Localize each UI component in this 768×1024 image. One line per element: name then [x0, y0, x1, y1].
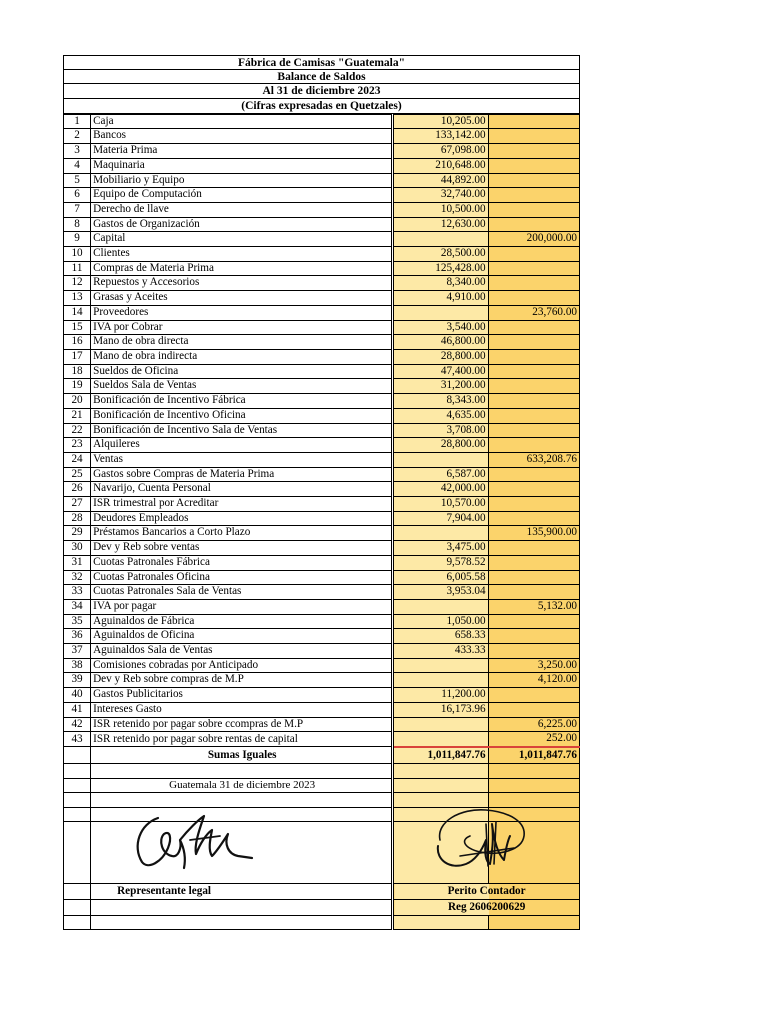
credit-amount: 6,225.00: [488, 717, 579, 732]
debit-amount: 28,800.00: [393, 350, 488, 365]
row-number: 13: [64, 291, 91, 306]
credit-amount: [488, 291, 579, 306]
account-row: [64, 644, 580, 659]
account-row: [64, 202, 580, 217]
account-row: [64, 188, 580, 203]
credit-amount: [488, 247, 579, 262]
account-row: [64, 511, 580, 526]
row-number: 12: [64, 276, 91, 291]
debit-amount: [393, 599, 488, 614]
debit-amount: 4,635.00: [393, 408, 488, 423]
account-row: [64, 570, 580, 585]
report-title: Balance de Saldos: [63, 70, 580, 85]
account-row: [64, 320, 580, 335]
balance-sheet: [63, 55, 580, 930]
credit-amount: [488, 408, 579, 423]
credit-amount: [488, 158, 579, 173]
row-number: 36: [64, 629, 91, 644]
account-name: Dev y Reb sobre compras de M.P: [91, 673, 393, 688]
account-row: [64, 350, 580, 365]
credit-amount: [488, 702, 579, 717]
row-number: 3: [64, 144, 91, 159]
credit-amount: [488, 497, 579, 512]
account-row: [64, 158, 580, 173]
credit-amount: [488, 144, 579, 159]
accountant-signature: [430, 800, 540, 875]
account-name: Proveedores: [91, 305, 393, 320]
debit-amount: 658.33: [393, 629, 488, 644]
credit-amount: [488, 423, 579, 438]
account-row: [64, 144, 580, 159]
credit-amount: [488, 482, 579, 497]
account-name: Gastos de Organización: [91, 217, 393, 232]
account-name: Bonificación de Incentivo Oficina: [91, 408, 393, 423]
blank-row: [64, 763, 580, 778]
account-name: Sueldos Sala de Ventas: [91, 379, 393, 394]
account-name: Derecho de llave: [91, 202, 393, 217]
totals-row: [64, 747, 580, 764]
row-number: 9: [64, 232, 91, 247]
debit-amount: 11,200.00: [393, 688, 488, 703]
row-number: 38: [64, 658, 91, 673]
credit-amount: [488, 614, 579, 629]
debit-amount: [393, 673, 488, 688]
company-title: Fábrica de Camisas "Guatemala": [63, 55, 580, 70]
account-name: Bonificación de Incentivo Fábrica: [91, 394, 393, 409]
totals-debit: 1,011,847.76: [393, 747, 488, 764]
debit-amount: 4,910.00: [393, 291, 488, 306]
debit-amount: 47,400.00: [393, 364, 488, 379]
debit-amount: 32,740.00: [393, 188, 488, 203]
row-number: 32: [64, 570, 91, 585]
credit-amount: [488, 644, 579, 659]
credit-amount: [488, 394, 579, 409]
account-name: Mano de obra directa: [91, 335, 393, 350]
row-number: 4: [64, 158, 91, 173]
row-number: 34: [64, 599, 91, 614]
credit-amount: [488, 467, 579, 482]
signature-title-row: [64, 884, 580, 900]
row-number: 10: [64, 247, 91, 262]
account-name: Gastos sobre Compras de Materia Prima: [91, 467, 393, 482]
debit-amount: 8,340.00: [393, 276, 488, 291]
account-name: Maquinaria: [91, 158, 393, 173]
debit-amount: 16,173.96: [393, 702, 488, 717]
debit-amount: 6,587.00: [393, 467, 488, 482]
account-name: Grasas y Aceites: [91, 291, 393, 306]
row-number: 31: [64, 555, 91, 570]
debit-amount: 3,540.00: [393, 320, 488, 335]
debit-amount: 7,904.00: [393, 511, 488, 526]
credit-amount: [488, 129, 579, 144]
credit-amount: [488, 276, 579, 291]
account-row: [64, 526, 580, 541]
credit-amount: 633,208.76: [488, 452, 579, 467]
credit-amount: [488, 320, 579, 335]
account-row: [64, 673, 580, 688]
account-row: [64, 555, 580, 570]
debit-amount: 44,892.00: [393, 173, 488, 188]
row-number: 16: [64, 335, 91, 350]
account-name: Aguinaldos de Fábrica: [91, 614, 393, 629]
debit-amount: 12,630.00: [393, 217, 488, 232]
credit-amount: [488, 202, 579, 217]
accountant-registration: Reg 2606200629: [393, 900, 580, 916]
debit-amount: 3,708.00: [393, 423, 488, 438]
totals-credit: 1,011,847.76: [488, 747, 579, 764]
row-number: 26: [64, 482, 91, 497]
currency-note: (Cifras expresadas en Quetzales): [63, 99, 580, 114]
account-row: [64, 247, 580, 262]
credit-amount: 135,900.00: [488, 526, 579, 541]
account-row: [64, 379, 580, 394]
credit-amount: 252.00: [488, 732, 579, 747]
debit-amount: 10,205.00: [393, 114, 488, 129]
debit-amount: 210,648.00: [393, 158, 488, 173]
debit-amount: [393, 232, 488, 247]
account-name: Repuestos y Accesorios: [91, 276, 393, 291]
row-number: 27: [64, 497, 91, 512]
row-number: 24: [64, 452, 91, 467]
debit-amount: 3,475.00: [393, 541, 488, 556]
row-number: 29: [64, 526, 91, 541]
account-row: [64, 658, 580, 673]
account-name: Mobiliario y Equipo: [91, 173, 393, 188]
debit-amount: 28,500.00: [393, 247, 488, 262]
account-row: [64, 232, 580, 247]
account-row: [64, 305, 580, 320]
account-row: [64, 541, 580, 556]
account-name: ISR retenido por pagar sobre rentas de capital: [91, 732, 393, 747]
debit-amount: 125,428.00: [393, 261, 488, 276]
account-row: [64, 291, 580, 306]
credit-amount: [488, 570, 579, 585]
row-number: 21: [64, 408, 91, 423]
row-number: 5: [64, 173, 91, 188]
account-row: [64, 423, 580, 438]
account-row: [64, 452, 580, 467]
credit-amount: 200,000.00: [488, 232, 579, 247]
row-number: 30: [64, 541, 91, 556]
place-date: Guatemala 31 de diciembre 2023: [91, 778, 393, 793]
account-row: [64, 114, 580, 129]
row-number: 23: [64, 438, 91, 453]
account-name: IVA por pagar: [91, 599, 393, 614]
account-row: [64, 467, 580, 482]
blank-row: [64, 915, 580, 930]
credit-amount: 23,760.00: [488, 305, 579, 320]
row-number: 39: [64, 673, 91, 688]
account-row: [64, 276, 580, 291]
credit-amount: [488, 173, 579, 188]
account-row: [64, 688, 580, 703]
account-name: Deudores Empleados: [91, 511, 393, 526]
debit-amount: 8,343.00: [393, 394, 488, 409]
account-row: [64, 335, 580, 350]
account-name: Caja: [91, 114, 393, 129]
debit-amount: 133,142.00: [393, 129, 488, 144]
account-row: [64, 217, 580, 232]
account-name: Ventas: [91, 452, 393, 467]
account-row: [64, 261, 580, 276]
debit-amount: 67,098.00: [393, 144, 488, 159]
account-name: Cuotas Patronales Oficina: [91, 570, 393, 585]
row-number: 20: [64, 394, 91, 409]
credit-amount: [488, 438, 579, 453]
account-row: [64, 599, 580, 614]
registration-row: [64, 900, 580, 916]
account-name: Capital: [91, 232, 393, 247]
account-name: Bancos: [91, 129, 393, 144]
debit-amount: [393, 526, 488, 541]
row-number: 43: [64, 732, 91, 747]
credit-amount: [488, 379, 579, 394]
debit-amount: 31,200.00: [393, 379, 488, 394]
credit-amount: [488, 541, 579, 556]
debit-amount: 42,000.00: [393, 482, 488, 497]
debit-amount: 9,578.52: [393, 555, 488, 570]
debit-amount: 10,570.00: [393, 497, 488, 512]
row-number: 28: [64, 511, 91, 526]
debit-amount: [393, 305, 488, 320]
account-name: ISR trimestral por Acreditar: [91, 497, 393, 512]
account-name: Navarijo, Cuenta Personal: [91, 482, 393, 497]
row-number: 19: [64, 379, 91, 394]
credit-amount: [488, 217, 579, 232]
account-row: [64, 629, 580, 644]
accountant-title: Perito Contador: [393, 884, 580, 900]
row-number: 17: [64, 350, 91, 365]
debit-amount: 10,500.00: [393, 202, 488, 217]
credit-amount: [488, 335, 579, 350]
row-number: 40: [64, 688, 91, 703]
credit-amount: [488, 350, 579, 365]
account-row: [64, 364, 580, 379]
account-row: [64, 438, 580, 453]
account-row: [64, 408, 580, 423]
account-row: [64, 482, 580, 497]
debit-amount: 3,953.04: [393, 585, 488, 600]
legal-rep-title: Representante legal: [91, 884, 393, 900]
account-name: Bonificación de Incentivo Sala de Ventas: [91, 423, 393, 438]
account-row: [64, 717, 580, 732]
account-name: Sueldos de Oficina: [91, 364, 393, 379]
account-row: [64, 702, 580, 717]
row-number: 37: [64, 644, 91, 659]
legal-rep-signature: [128, 810, 258, 872]
credit-amount: [488, 364, 579, 379]
row-number: 8: [64, 217, 91, 232]
credit-amount: [488, 555, 579, 570]
credit-amount: 5,132.00: [488, 599, 579, 614]
account-name: Cuotas Patronales Sala de Ventas: [91, 585, 393, 600]
row-number: 2: [64, 129, 91, 144]
debit-amount: 46,800.00: [393, 335, 488, 350]
credit-amount: [488, 688, 579, 703]
row-number: 6: [64, 188, 91, 203]
account-name: ISR retenido por pagar sobre ccompras de M.P: [91, 717, 393, 732]
row-number: 1: [64, 114, 91, 129]
credit-amount: [488, 114, 579, 129]
row-number: 35: [64, 614, 91, 629]
account-name: Equipo de Computación: [91, 188, 393, 203]
row-number: 14: [64, 305, 91, 320]
account-row: [64, 614, 580, 629]
row-number: 22: [64, 423, 91, 438]
account-name: Clientes: [91, 247, 393, 262]
totals-label: Sumas Iguales: [91, 747, 393, 764]
account-name: Préstamos Bancarios a Corto Plazo: [91, 526, 393, 541]
account-row: [64, 585, 580, 600]
account-name: Materia Prima: [91, 144, 393, 159]
row-number: 33: [64, 585, 91, 600]
account-row: [64, 129, 580, 144]
row-number: 7: [64, 202, 91, 217]
account-name: Compras de Materia Prima: [91, 261, 393, 276]
account-row: [64, 732, 580, 747]
row-number: 15: [64, 320, 91, 335]
account-row: [64, 394, 580, 409]
credit-amount: [488, 585, 579, 600]
account-name: Dev y Reb sobre ventas: [91, 541, 393, 556]
row-number: 25: [64, 467, 91, 482]
account-name: Cuotas Patronales Fábrica: [91, 555, 393, 570]
place-date-row: [64, 778, 580, 793]
account-row: [64, 173, 580, 188]
row-number: 42: [64, 717, 91, 732]
debit-amount: [393, 658, 488, 673]
account-name: Mano de obra indirecta: [91, 350, 393, 365]
account-row: [64, 497, 580, 512]
account-name: Aguinaldos Sala de Ventas: [91, 644, 393, 659]
credit-amount: [488, 188, 579, 203]
row-number: 18: [64, 364, 91, 379]
credit-amount: [488, 511, 579, 526]
debit-amount: 6,005.58: [393, 570, 488, 585]
debit-amount: 28,800.00: [393, 438, 488, 453]
debit-amount: [393, 717, 488, 732]
account-name: IVA por Cobrar: [91, 320, 393, 335]
account-name: Gastos Publicitarios: [91, 688, 393, 703]
credit-amount: 4,120.00: [488, 673, 579, 688]
debit-amount: 1,050.00: [393, 614, 488, 629]
credit-amount: 3,250.00: [488, 658, 579, 673]
credit-amount: [488, 261, 579, 276]
account-name: Aguinaldos de Oficina: [91, 629, 393, 644]
row-number: 41: [64, 702, 91, 717]
debit-amount: [393, 732, 488, 747]
credit-amount: [488, 629, 579, 644]
account-name: Alquileres: [91, 438, 393, 453]
report-date: Al 31 de diciembre 2023: [63, 84, 580, 99]
account-name: Comisiones cobradas por Anticipado: [91, 658, 393, 673]
debit-amount: 433.33: [393, 644, 488, 659]
debit-amount: [393, 452, 488, 467]
account-rows: [64, 114, 580, 747]
account-name: Intereses Gasto: [91, 702, 393, 717]
row-number: 11: [64, 261, 91, 276]
